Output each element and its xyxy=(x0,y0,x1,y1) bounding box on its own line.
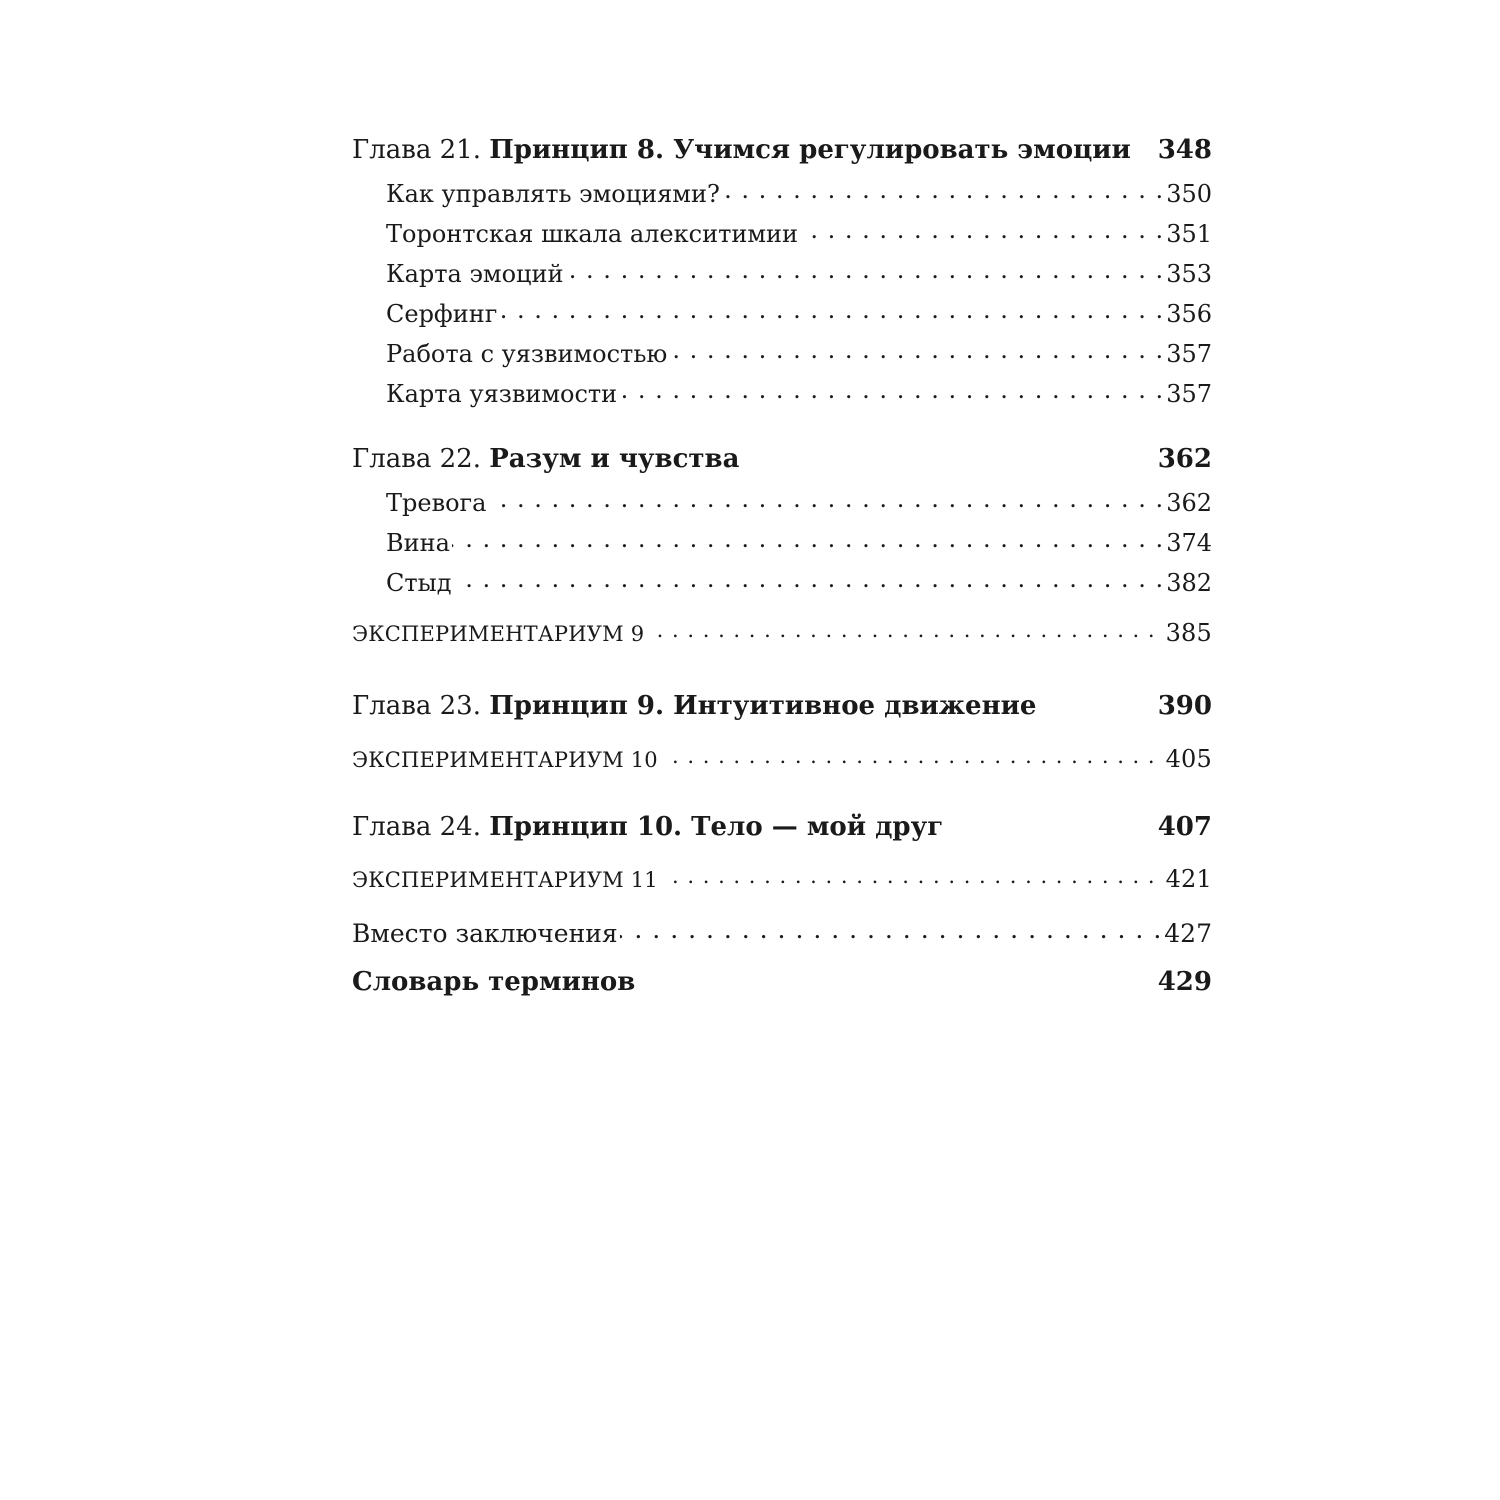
entry-label: ЭКСПЕРИМЕНТАРИУМ 11 xyxy=(352,868,658,892)
chapter-page: 362 xyxy=(1157,444,1212,474)
toc-entry[interactable] xyxy=(352,258,1212,286)
dot-leader xyxy=(672,866,1156,887)
dot-leader xyxy=(722,178,1164,202)
chapter-page: 390 xyxy=(1157,691,1212,721)
entry-label: Торонтская шкала алекситимии xyxy=(386,220,798,248)
toc-entry[interactable] xyxy=(352,487,1212,515)
entry-label: Как управлять эмоциями? xyxy=(386,180,720,208)
toc-entry[interactable] xyxy=(352,378,1212,406)
chapter-page: 407 xyxy=(1157,812,1212,842)
experimentarium-11-entry[interactable] xyxy=(352,866,1212,891)
entry-page: 357 xyxy=(1166,380,1212,408)
chapter-22-heading[interactable] xyxy=(352,446,1212,472)
dot-leader xyxy=(454,567,1165,591)
experimentarium-9-entry[interactable] xyxy=(352,620,1212,645)
entry-label: Вина xyxy=(386,529,450,557)
chapter-prefix: Глава 23. xyxy=(352,691,481,721)
dot-leader xyxy=(565,258,1164,282)
dot-leader xyxy=(452,527,1164,551)
dot-leader xyxy=(499,298,1164,322)
toc-entry[interactable] xyxy=(352,567,1212,595)
toc-entry[interactable] xyxy=(352,218,1212,246)
chapter-title: Принцип 9. Интуитивное движение xyxy=(489,691,1037,721)
entry-page: 374 xyxy=(1166,529,1212,557)
dot-leader xyxy=(669,338,1164,362)
entry-label: Тревога xyxy=(386,489,487,517)
entry-label: Карта эмоций xyxy=(386,260,564,288)
chapter-prefix: Глава 21. xyxy=(352,135,481,165)
chapter-prefix: Глава 24. xyxy=(352,812,481,842)
toc-entry[interactable] xyxy=(352,527,1212,555)
entry-page: 405 xyxy=(1165,745,1212,773)
chapter-page: 348 xyxy=(1157,135,1212,165)
entry-page: 357 xyxy=(1166,340,1212,368)
chapter-title: Принцип 10. Тело — мой друг xyxy=(489,812,944,842)
chapter-prefix: Глава 22. xyxy=(352,444,481,474)
entry-page: 351 xyxy=(1166,220,1212,248)
entry-label: ЭКСПЕРИМЕНТАРИУМ 10 xyxy=(352,748,658,772)
entry-page: 356 xyxy=(1166,300,1212,328)
entry-label: Вместо заключения xyxy=(352,919,618,948)
dot-leader xyxy=(620,917,1163,942)
dot-leader xyxy=(800,218,1164,242)
entry-page: 421 xyxy=(1165,865,1212,893)
toc-entry[interactable] xyxy=(352,338,1212,366)
dot-leader xyxy=(488,487,1164,511)
dot-leader xyxy=(619,378,1164,402)
entry-page: 429 xyxy=(1157,967,1212,997)
entry-page: 353 xyxy=(1166,260,1212,288)
dot-leader xyxy=(658,620,1155,641)
experimentarium-10-entry[interactable] xyxy=(352,746,1212,771)
entry-label: Стыд xyxy=(386,569,452,597)
entry-page: 350 xyxy=(1166,180,1212,208)
conclusion-entry[interactable] xyxy=(352,917,1212,946)
glossary-entry[interactable] xyxy=(352,969,1212,995)
chapter-title: Разум и чувства xyxy=(489,444,740,474)
chapter-24-heading[interactable] xyxy=(352,814,1212,840)
entry-page: 385 xyxy=(1165,619,1212,647)
entry-label: ЭКСПЕРИМЕНТАРИУМ 9 xyxy=(352,622,645,646)
entry-label: Словарь терминов xyxy=(352,967,636,997)
entry-page: 362 xyxy=(1166,489,1212,517)
entry-page: 382 xyxy=(1166,569,1212,597)
chapter-23-heading[interactable] xyxy=(352,693,1212,719)
dot-leader xyxy=(672,746,1156,767)
toc-entry[interactable] xyxy=(352,298,1212,326)
entry-label: Работа с уязвимостью xyxy=(386,340,668,368)
entry-page: 427 xyxy=(1164,919,1212,948)
toc-entry[interactable] xyxy=(352,178,1212,206)
chapter-title: Принцип 8. Учимся регулировать эмоции xyxy=(489,135,1131,165)
chapter-21-heading[interactable] xyxy=(352,137,1212,163)
entry-label: Серфинг xyxy=(386,300,498,328)
entry-label: Карта уязвимости xyxy=(386,380,618,408)
